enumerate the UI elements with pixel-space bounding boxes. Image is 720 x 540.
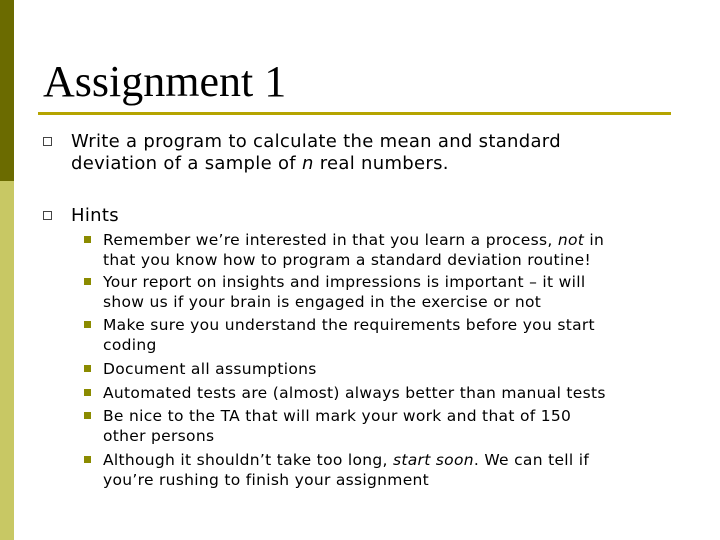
hint-text xyxy=(103,406,675,446)
hint-line xyxy=(103,451,589,469)
sub-bullet-icon xyxy=(84,389,91,396)
bullet-program-line2 xyxy=(71,153,449,174)
hint-text-italic: not xyxy=(557,231,585,249)
bullet-program-line1: Write a program to calculate the mean and standard xyxy=(71,131,561,152)
hint-text-post: . We can tell if xyxy=(473,451,590,469)
bullet-box-icon xyxy=(43,211,52,220)
hint-text-italic: start soon xyxy=(392,451,474,469)
hint-text xyxy=(103,450,675,490)
hint-line: Make sure you understand the requirements before you start xyxy=(103,316,595,334)
hint-line: Be nice to the TA that will mark your work and that of 150 xyxy=(103,407,572,425)
slide-title: Assignment 1 xyxy=(43,57,287,106)
sub-bullet-icon xyxy=(84,456,91,463)
hint-text-pre: Remember we’re interested in that you learn a process, xyxy=(103,231,558,249)
hint-line: Automated tests are (almost) always better than manual tests xyxy=(103,384,606,402)
accent-bar-top xyxy=(0,0,14,181)
hint-line: you’re rushing to finish your assignment xyxy=(103,471,430,489)
hint-line: that you know how to program a standard deviation routine! xyxy=(103,251,591,269)
title-underline xyxy=(38,112,671,115)
hint-text-pre: Although it shouldn’t take too long, xyxy=(103,451,393,469)
sub-bullet-icon xyxy=(84,365,91,372)
hint-text xyxy=(103,315,675,355)
sub-bullet-icon xyxy=(84,321,91,328)
bullet-program-italic: n xyxy=(301,153,314,174)
hint-line xyxy=(103,231,604,249)
hint-text-post: in xyxy=(584,231,605,249)
sub-bullet-icon xyxy=(84,412,91,419)
bullet-program-line2-pre: deviation of a sample of xyxy=(71,153,302,174)
hint-text xyxy=(103,383,675,403)
hint-text xyxy=(103,272,675,312)
hint-text xyxy=(103,359,675,379)
hint-line: show us if your brain is engaged in the exercise or not xyxy=(103,293,542,311)
bullet-program-text xyxy=(71,131,671,175)
hint-line: other persons xyxy=(103,427,215,445)
sub-bullet-icon xyxy=(84,236,91,243)
hint-text xyxy=(103,230,675,270)
hint-line: Document all assumptions xyxy=(103,360,317,378)
bullet-box-icon xyxy=(43,137,52,146)
sub-bullet-icon xyxy=(84,278,91,285)
hint-line: coding xyxy=(103,336,157,354)
accent-bar-bottom xyxy=(0,181,14,540)
bullet-hints-label: Hints xyxy=(71,205,119,226)
bullet-program-line2-post: real numbers. xyxy=(313,153,449,174)
hint-line: Your report on insights and impressions is important – it will xyxy=(103,273,586,291)
